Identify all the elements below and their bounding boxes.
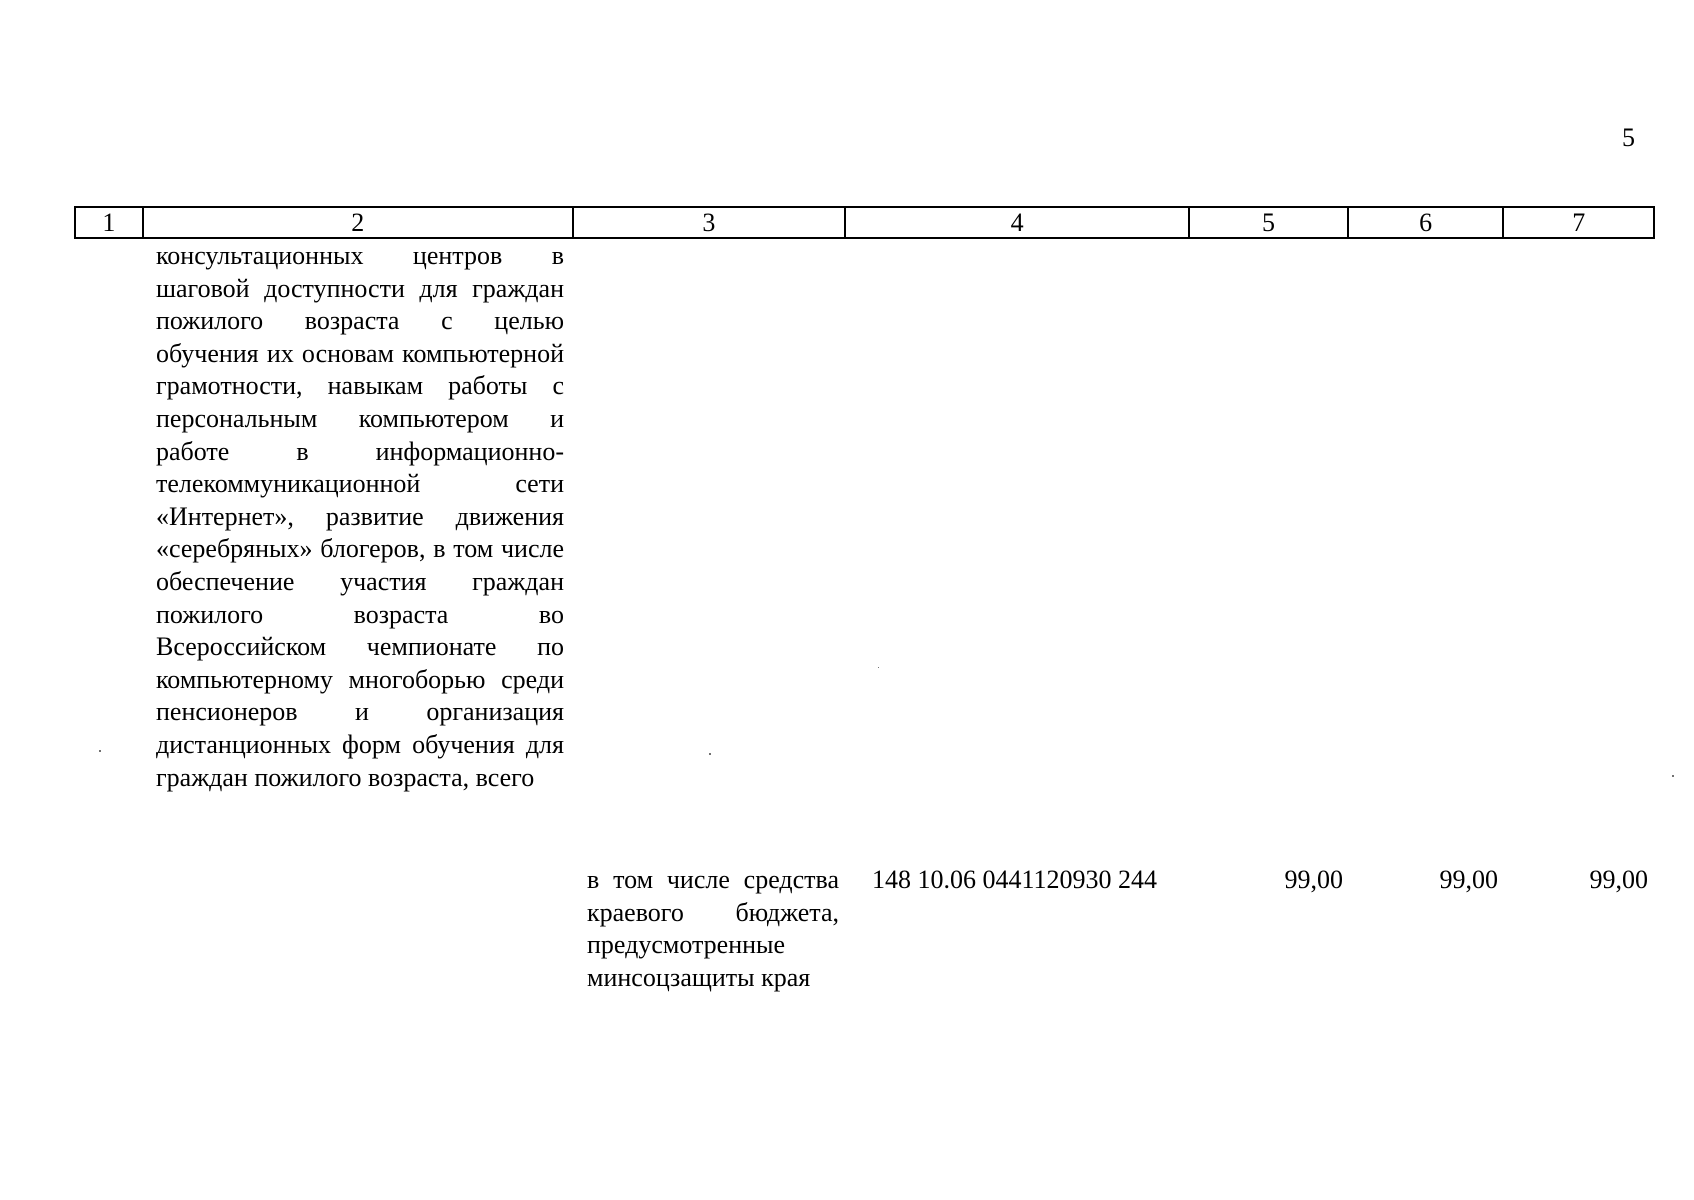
row-value-col7: 99,00 (1589, 865, 1648, 894)
row-value-col5: 99,00 (1284, 865, 1343, 894)
scan-speck (99, 750, 101, 752)
header-cell-4: 4 (846, 208, 1190, 237)
page-number: 5 (1622, 123, 1635, 152)
scan-speck (1672, 775, 1674, 777)
row-budget-code: 148 10.06 0441120930 244 (872, 865, 1158, 894)
table-header-row (74, 206, 1655, 239)
header-cell-3: 3 (574, 208, 846, 237)
header-cell-7: 7 (1572, 208, 1586, 237)
header-cell-5: 5 (1190, 208, 1349, 237)
header-cell-2: 2 (144, 208, 574, 237)
header-cell-1: 1 (76, 208, 144, 237)
row-description: консультационных центров в шаговой доступности для граждан пожилого возраста с целью обучения их основам компьютерной грамотности, навыкам работы с персональным компьютером и работе в информационно-телекоммуникационной сети «Интернет», развитие движения «серебряных» блогеров, в том числе обеспечение участия граждан пожилого возраста во Всероссийском чемпионате по компьютерному многоборью среди пенсионеров и организация дистанционных форм обучения для граждан пожилого возраста, всего (156, 241, 564, 792)
row-value-col6: 99,00 (1439, 865, 1498, 894)
row-funding-source: в том числе средства краевого бюджета, предусмотренные минсоцзащиты края (587, 865, 839, 992)
scan-speck (878, 667, 879, 668)
scan-speck (709, 753, 711, 755)
header-cell-6: 6 (1349, 208, 1505, 237)
